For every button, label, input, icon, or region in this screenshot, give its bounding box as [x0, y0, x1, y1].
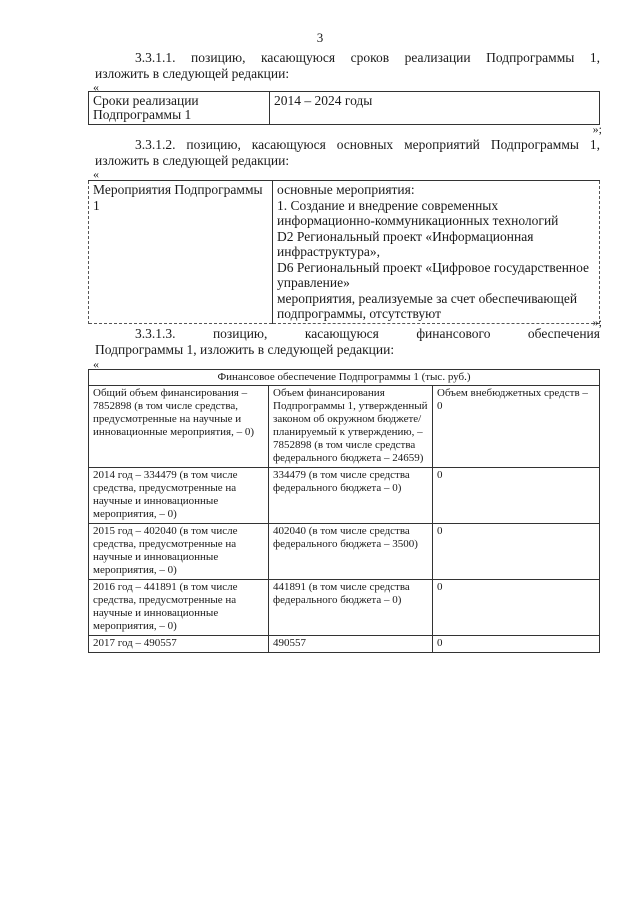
section2-text-first: 3.3.1.2. позицию, касающуюся основных мероприятий Подпрограммы 1, [135, 137, 600, 152]
year-approved-cell: 402040 (в том числе средства федерального бюджета – 3500) [269, 524, 433, 580]
table-row [89, 636, 600, 653]
financing-table [88, 369, 600, 653]
section2-table [88, 180, 600, 324]
section2-value-cell [273, 181, 600, 324]
year-offbudget-cell: 0 [433, 524, 600, 580]
year-approved-cell: 441891 (в том числе средства федерального бюджета – 0) [269, 580, 433, 636]
section2-label-cell: Мероприятия Подпрограммы 1 [89, 181, 273, 324]
year-total-cell: 2014 год – 334479 (в том числе средства, предусмотренные на научные и инновационные мероприятия, – 0) [89, 468, 269, 524]
header-total-cell: Общий объем финансирования – 7852898 (в том числе средства, предусмотренные на научные и инновационные мероприятия, – 0) [89, 386, 269, 468]
table-row [89, 92, 600, 125]
section2-close-quote: »; [592, 315, 602, 329]
year-approved-cell: 334479 (в том числе средства федерального бюджета – 0) [269, 468, 433, 524]
year-approved-cell: 490557 [269, 636, 433, 653]
table-header-row [89, 386, 600, 468]
year-offbudget-cell: 0 [433, 636, 600, 653]
section1-close-quote: »; [592, 122, 602, 136]
section3-open-quote: « [93, 357, 99, 371]
table-row [89, 524, 600, 580]
section2-text-rest: изложить в следующей редакции: [95, 153, 290, 168]
section1-label-cell: Сроки реализации Подпрограммы 1 [89, 92, 270, 125]
section2-open-quote: « [93, 167, 99, 181]
section1-table [88, 91, 600, 125]
header-offbudget-cell: Объем внебюджетных средств – 0 [433, 386, 600, 468]
section1-text-first: 3.3.1.1. позицию, касающуюся сроков реализации Подпрограммы 1, [135, 50, 600, 65]
table-row [89, 580, 600, 636]
section1-text-rest: изложить в следующей редакции: [95, 66, 290, 81]
section2-line: D6 Региональный проект «Цифровое государственное управление» [277, 259, 590, 290]
section1-value-cell: 2014 – 2024 годы [270, 92, 600, 125]
section3-paragraph [95, 326, 600, 358]
table-row [89, 181, 600, 324]
year-offbudget-cell: 0 [433, 468, 600, 524]
header-approved-cell: Объем финансирования Подпрограммы 1, утвержденный законом об окружном бюджете/планируемый к утверждению, – 7852898 (в том числе средства федерального бюджета – 24659) [269, 386, 433, 468]
table-row [89, 468, 600, 524]
section2-paragraph [95, 137, 600, 169]
table-title-row [89, 370, 600, 386]
section1-open-quote: « [93, 80, 99, 94]
page-number: 3 [316, 30, 324, 45]
section2-line: 1. Создание и внедрение современных информационно-коммуникационных технологий [277, 197, 559, 228]
section2-line: D2 Региональный проект «Информационная инфраструктура», [277, 228, 534, 259]
year-total-cell: 2017 год – 490557 [89, 636, 269, 653]
section2-line: основные мероприятия: [277, 182, 415, 197]
year-total-cell: 2015 год – 402040 (в том числе средства, предусмотренные на научные и инновационные мероприятия, – 0) [89, 524, 269, 580]
year-total-cell: 2016 год – 441891 (в том числе средства, предусмотренные на научные и инновационные мероприятия, – 0) [89, 580, 269, 636]
financing-table-title: Финансовое обеспечение Подпрограммы 1 (тыс. руб.) [89, 370, 600, 386]
year-offbudget-cell: 0 [433, 580, 600, 636]
section3-text-first: 3.3.1.3. позицию, касающуюся финансового обеспечения [135, 326, 600, 341]
section3-text-rest: Подпрограммы 1, изложить в следующей редакции: [95, 342, 395, 357]
section1-paragraph [95, 50, 600, 82]
section2-line: мероприятия, реализуемые за счет обеспечивающей подпрограммы, отсутствуют [277, 290, 578, 321]
